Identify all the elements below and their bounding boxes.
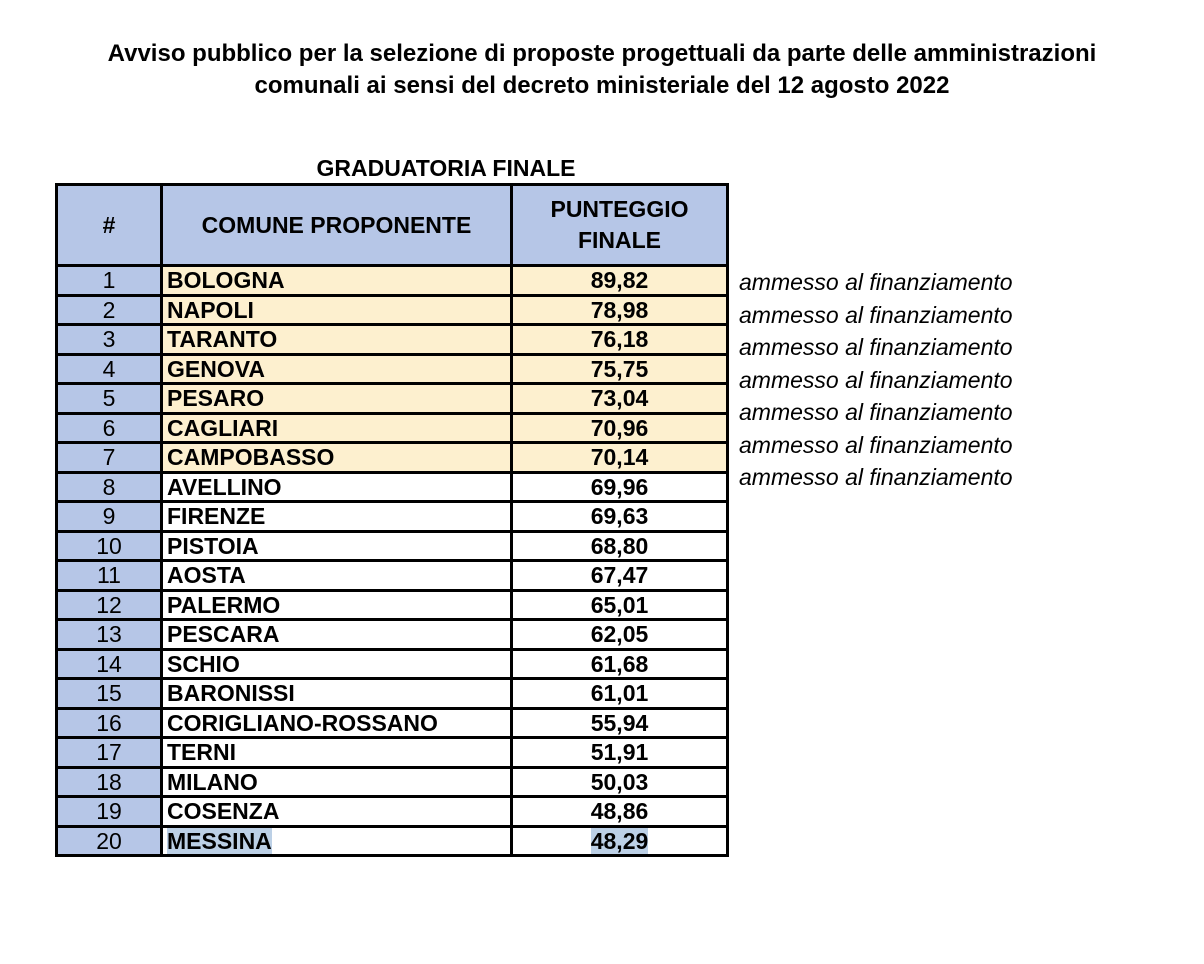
score-cell: 78,98: [512, 295, 728, 325]
rank-cell: 3: [57, 325, 162, 355]
score-cell: 76,18: [512, 325, 728, 355]
score-cell: [512, 826, 728, 856]
comune-cell: [162, 826, 512, 856]
status-note: ammesso al finanziamento: [739, 399, 1013, 425]
rank-cell: 5: [57, 384, 162, 414]
table-row: [57, 266, 728, 296]
title-line-2: comunali ai sensi del decreto ministeriale del 12 agosto 2022: [254, 72, 950, 99]
score-cell: 61,01: [512, 679, 728, 709]
comune-cell: FIRENZE: [162, 502, 512, 532]
table-row: [57, 679, 728, 709]
table-row: [57, 620, 728, 650]
rank-cell: 19: [57, 797, 162, 827]
document-title: [0, 38, 1204, 102]
rank-cell: 1: [57, 266, 162, 296]
ranking-table: [55, 183, 729, 857]
rank-cell: 4: [57, 354, 162, 384]
rank-cell: 18: [57, 767, 162, 797]
table-body: [57, 266, 728, 856]
rank-cell: 11: [57, 561, 162, 591]
rank-cell: 9: [57, 502, 162, 532]
title-line-1: Avviso pubblico per la selezione di proposte progettuali da parte delle amministrazioni: [107, 40, 1097, 67]
score-cell: 70,96: [512, 413, 728, 443]
comune-cell: NAPOLI: [162, 295, 512, 325]
table-caption: GRADUATORIA FINALE: [316, 155, 576, 181]
table-row: [57, 738, 728, 768]
table-row: [57, 354, 728, 384]
comune-cell: CAMPOBASSO: [162, 443, 512, 473]
selected-comune-text: MESSINA: [167, 827, 272, 854]
comune-cell: COSENZA: [162, 797, 512, 827]
status-notes: [739, 266, 1013, 494]
score-cell: 68,80: [512, 531, 728, 561]
table-row: [57, 590, 728, 620]
score-cell: 48,86: [512, 797, 728, 827]
score-cell: 51,91: [512, 738, 728, 768]
rank-cell: 20: [57, 826, 162, 856]
column-header-score: [512, 185, 728, 266]
table-row: [57, 443, 728, 473]
score-cell: 62,05: [512, 620, 728, 650]
column-header-score-line1: PUNTEGGIO: [550, 196, 689, 222]
comune-cell: PESCARA: [162, 620, 512, 650]
status-note: ammesso al finanziamento: [739, 334, 1013, 360]
status-note: ammesso al finanziamento: [739, 269, 1013, 295]
table-row: [57, 561, 728, 591]
rank-cell: 10: [57, 531, 162, 561]
score-cell: 67,47: [512, 561, 728, 591]
score-cell: 55,94: [512, 708, 728, 738]
rank-cell: 16: [57, 708, 162, 738]
selected-score-text: 48,29: [590, 827, 649, 854]
comune-cell: BOLOGNA: [162, 266, 512, 296]
table-row: [57, 531, 728, 561]
column-header-rank: #: [57, 185, 162, 266]
table-row: [57, 295, 728, 325]
score-cell: 73,04: [512, 384, 728, 414]
table-row: [57, 649, 728, 679]
rank-cell: 8: [57, 472, 162, 502]
comune-cell: AOSTA: [162, 561, 512, 591]
score-cell: 70,14: [512, 443, 728, 473]
score-cell: 65,01: [512, 590, 728, 620]
status-note: ammesso al finanziamento: [739, 464, 1013, 490]
rank-cell: 14: [57, 649, 162, 679]
table-row: [57, 325, 728, 355]
column-header-score-line2: FINALE: [577, 227, 662, 253]
rank-cell: 6: [57, 413, 162, 443]
rank-cell: 17: [57, 738, 162, 768]
score-cell: 75,75: [512, 354, 728, 384]
rank-cell: 2: [57, 295, 162, 325]
status-note: ammesso al finanziamento: [739, 431, 1013, 458]
table-row: [57, 472, 728, 502]
table-row: [57, 767, 728, 797]
rank-cell: 15: [57, 679, 162, 709]
table-row: [57, 708, 728, 738]
status-note: ammesso al finanziamento: [739, 366, 1013, 393]
comune-cell: PALERMO: [162, 590, 512, 620]
score-cell: 61,68: [512, 649, 728, 679]
table-row: [57, 826, 728, 856]
table-row: [57, 797, 728, 827]
comune-cell: MILANO: [162, 767, 512, 797]
comune-cell: CAGLIARI: [162, 413, 512, 443]
rank-cell: 12: [57, 590, 162, 620]
score-cell: 69,96: [512, 472, 728, 502]
comune-cell: TARANTO: [162, 325, 512, 355]
comune-cell: GENOVA: [162, 354, 512, 384]
score-cell: 89,82: [512, 266, 728, 296]
comune-cell: PISTOIA: [162, 531, 512, 561]
table-row: [57, 502, 728, 532]
table-header-row: [57, 185, 728, 266]
score-cell: 50,03: [512, 767, 728, 797]
comune-cell: AVELLINO: [162, 472, 512, 502]
comune-cell: PESARO: [162, 384, 512, 414]
status-note: ammesso al finanziamento: [739, 301, 1013, 328]
column-header-comune: COMUNE PROPONENTE: [162, 185, 512, 266]
rank-cell: 13: [57, 620, 162, 650]
comune-cell: CORIGLIANO-ROSSANO: [162, 708, 512, 738]
comune-cell: SCHIO: [162, 649, 512, 679]
comune-cell: TERNI: [162, 738, 512, 768]
table-row: [57, 413, 728, 443]
score-cell: 69,63: [512, 502, 728, 532]
rank-cell: 7: [57, 443, 162, 473]
table-row: [57, 384, 728, 414]
comune-cell: BARONISSI: [162, 679, 512, 709]
